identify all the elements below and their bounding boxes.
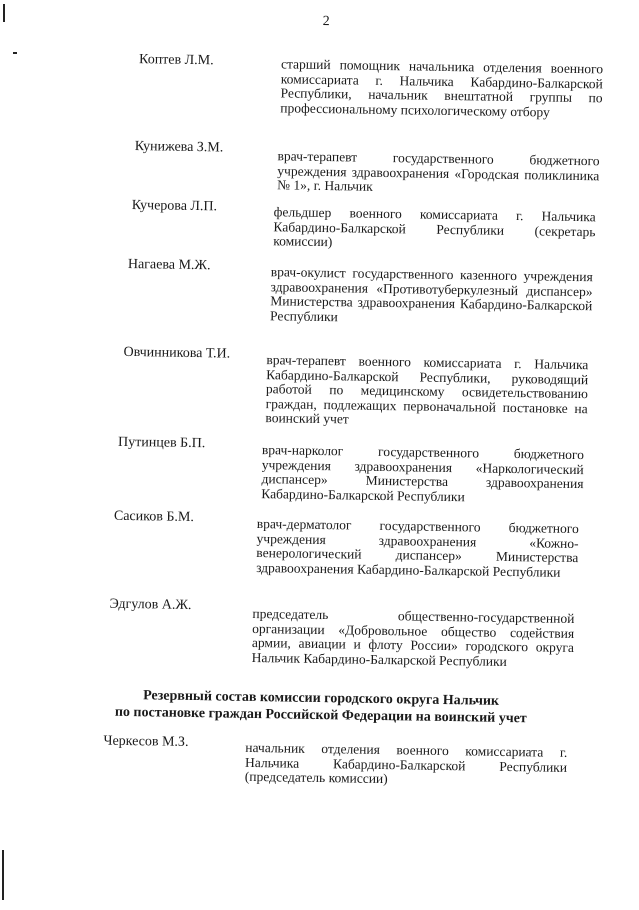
member-role: старший помощник начальника отделения военного комиссариата г. Нальчика Кабардино-Балкарской Республики, начальник внештатной группы по профессиональному психологическому отбору xyxy=(280,56,604,120)
member-name: Путинцев Б.П. xyxy=(117,434,206,452)
member-role: врач-окулист государственного казенного учреждения здравоохранения «Противотуберкулезный диспансер» Министерства здравоохранения Кабардино-Балкарской Республики xyxy=(269,264,593,324)
member-name: Сасиков Б.М. xyxy=(113,508,194,526)
page-number: 2 xyxy=(322,13,330,30)
member-name: Эдгулов А.Ж. xyxy=(109,596,192,613)
member-role: фельдшер военного комиссариата г. Нальчика Кабардино-Балкарской Республики (секретарь комиссии) xyxy=(273,204,596,250)
member-role: врач-терапевт военного комиссариата г. Нальчика Кабардино-Балкарской Республики, руководящий работой по медицинскому освидетельствованию граждан, подлежащих первоначальной постановке на воинский учет xyxy=(265,352,589,427)
member-role: врач-терапевт государственного бюджетного учреждения здравоохранения «Городская поликлиника № 1», г. Нальчик xyxy=(277,148,600,194)
reserve-heading xyxy=(96,687,546,728)
member-name: Овчинникова Т.И. xyxy=(123,344,231,362)
member-name: Кунижева З.М. xyxy=(134,139,224,156)
member-name: Коптев Л.М. xyxy=(138,52,214,69)
reserve-member-name: Черкесов М.З. xyxy=(103,733,189,750)
scan-edge-mark xyxy=(3,4,5,22)
reserve-heading-line: Резервный состав комиссии городского округа Нальчик xyxy=(143,688,500,709)
reserve-member-role: начальник отделения военного комиссариата г. Нальчика Кабардино-Балкарской Республики (председатель комиссии) xyxy=(244,739,568,787)
member-name: Кучерова Л.П. xyxy=(131,198,218,215)
reserve-heading-line: по постановке граждан Российской Федерации на воинский учет xyxy=(114,704,527,727)
member-role: врач-нарколог государственного бюджетного учреждения здравоохранения «Наркологический диспансер» Министерства здравоохранения Кабардино-Балкарской Республики xyxy=(261,442,585,504)
member-name: Нагаева М.Ж. xyxy=(127,256,211,274)
member-role: председатель общественно-государственной организации «Добровольное общество содействия армии, авиации и флоту России» городского округа Нальчик Кабардино-Балкарской Республики xyxy=(251,605,575,669)
member-role: врач-дерматолог государственного бюджетного учреждения здравоохранения «Кожно-венерологический диспансер» Министерства здравоохранения Кабардино-Балкарской Республики xyxy=(256,516,579,580)
